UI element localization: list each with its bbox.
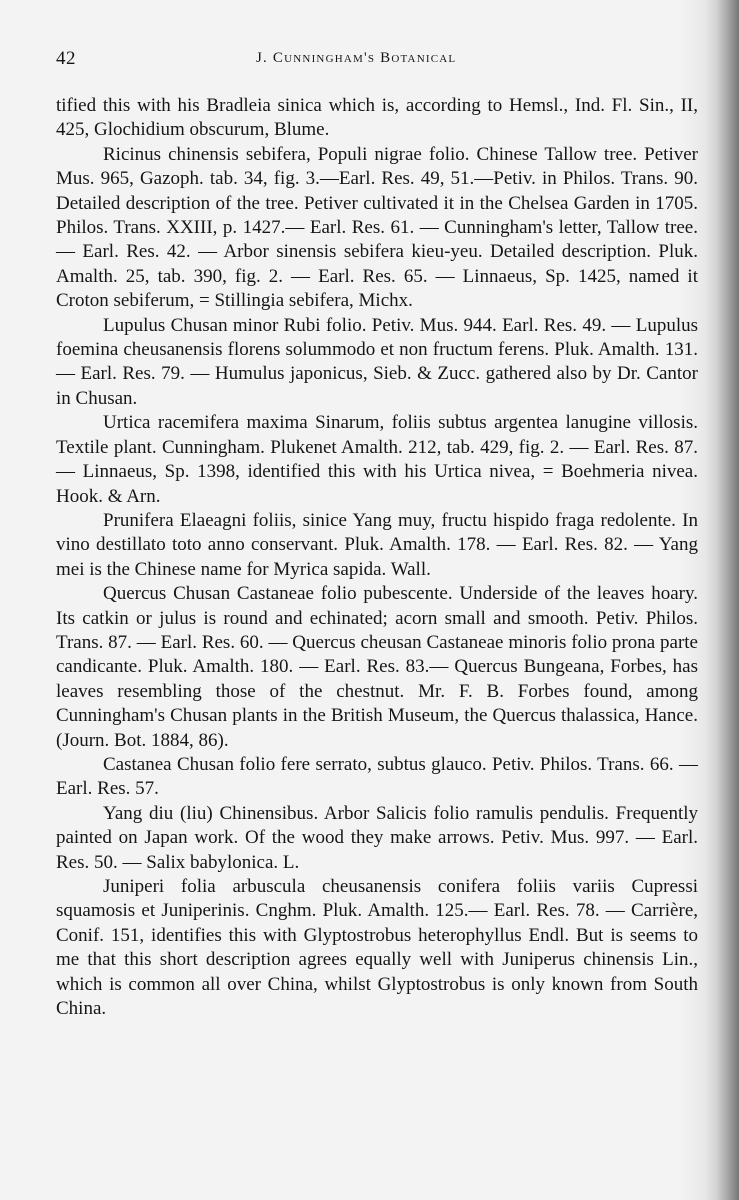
running-title: J. Cunningham's Botanical	[256, 50, 457, 66]
paragraph: Urtica racemifera maxima Sinarum, foliis subtus argentea lanugine villosis. Textile plant. Cunningham. Plukenet Amalth. 212, tab. 429, fig. 2. — Earl. Res. 87. — Linnaeus, Sp. 1398, identified this with his Urtica nivea, = Boehmeria nivea. Hook. & Arn.	[56, 412, 698, 507]
paragraph: Quercus Chusan Castaneae folio pubescente. Underside of the leaves hoary. Its catkin or julus is round and echinated; acorn small and smooth. Petiv. Philos. Trans. 87. — Earl. Res. 60. — Quercus cheusan Castaneae minoris folio prona parte candicante. Pluk. Amalth. 180. — Earl. Res. 83.— Quercus Bungeana, Forbes, has leaves resembling those of the chestnut. Mr. F. B. Forbes found, among Cunningham's Chusan plants in the British Museum, the Quercus thalassica, Hance. (Journ. Bot. 1884, 86).	[56, 583, 698, 751]
paragraph: Lupulus Chusan minor Rubi folio. Petiv. Mus. 944. Earl. Res. 49. — Lupulus foemina cheusanensis florens solummodo et non fructum ferens. Pluk. Amalth. 131.— Earl. Res. 79. — Humulus japonicus, Sieb. & Zucc. gathered also by Dr. Cantor in Chusan.	[56, 314, 698, 409]
main-text	[56, 94, 698, 1021]
paragraph: Yang diu (liu) Chinensibus. Arbor Salicis folio ramulis pendulis. Frequently painted on Japan work. Of the wood they make arrows. Petiv. Mus. 997. — Earl. Res. 50. — Salix babylonica. L.	[56, 802, 698, 873]
page-spine-shadow	[705, 0, 739, 1200]
running-head	[56, 44, 696, 74]
paragraph: Castanea Chusan folio fere serrato, subtus glauco. Petiv. Philos. Trans. 66. — Earl. Res. 57.	[56, 753, 698, 800]
paragraph: Prunifera Elaeagni foliis, sinice Yang muy, fructu hispido fraga redolente. In vino destillato toto anno conservant. Pluk. Amalth. 178. — Earl. Res. 82. — Yang mei is the Chinese name for Myrica sapida. Wall.	[56, 509, 698, 580]
paragraph: Juniperi folia arbuscula cheusanensis conifera foliis variis Cupressi squamosis et Juniperinis. Cnghm. Pluk. Amalth. 125.— Earl. Res. 78. — Carrière, Conif. 151, identifies this with Glyptostrobus heterophyllus Endl. But is seems to me that this short description agrees equally well with Juniperus chinensis Lin., which is common all over China, whilst Glyptostrobus is only known from South China.	[56, 876, 698, 1020]
page-number: 42	[56, 48, 76, 69]
paragraph: Ricinus chinensis sebifera, Populi nigrae folio. Chinese Tallow tree. Petiver Mus. 965, Gazoph. tab. 34, fig. 3.—Earl. Res. 49, 51.—Petiv. in Philos. Trans. 90. Detailed description of the tree. Petiver cultivated it in the Chelsea Garden in 1705. Philos. Trans. XXIII, p. 1427.— Earl. Res. 61. — Cunningham's letter, Tallow tree. — Earl. Res. 42. — Arbor sinensis sebifera kieu-yeu. Detailed description. Pluk. Amalth. 25, tab. 390, fig. 2. — Earl. Res. 65. — Linnaeus, Sp. 1425, named it Croton sebiferum, = Stillingia sebifera, Michx.	[56, 143, 698, 312]
paragraph: tified this with his Bradleia sinica which is, according to Hemsl., Ind. Fl. Sin., II, 425, Glochidium obscurum, Blume.	[56, 95, 698, 141]
